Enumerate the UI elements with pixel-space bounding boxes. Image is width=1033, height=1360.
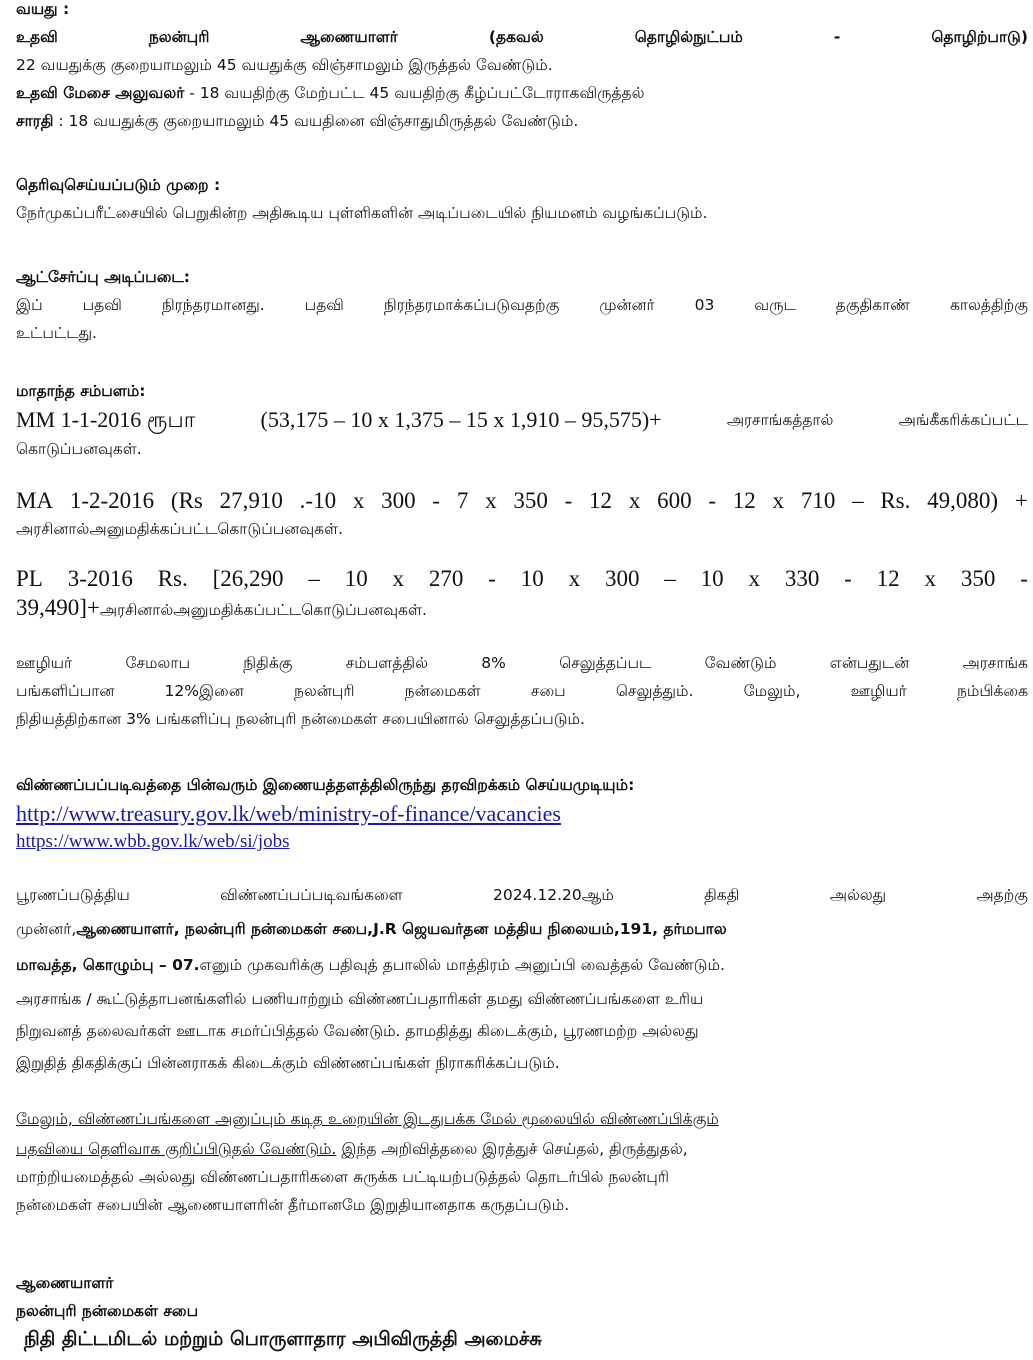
salary-ma-line-2: அரசினால்அனுமதிக்கப்பட்டகொடுப்பனவுகள்.: [16, 520, 343, 538]
word: அல்லது: [829, 886, 887, 904]
word: -: [833, 28, 841, 46]
registered-post-text: எனும் முகவரிக்கு பதிவுத் தபாலில் மாத்திரம் அனுப்பி வைத்தல் வேண்டும்.: [199, 956, 725, 974]
salary-pl-line-2: [16, 595, 1028, 623]
word: 03: [694, 296, 715, 314]
word: 600: [657, 488, 692, 513]
word: 300: [381, 488, 416, 513]
word: x: [568, 566, 581, 591]
word: வருட: [754, 296, 796, 314]
download-heading: விண்ணப்பப்படிவத்தை பின்வரும் இணையத்தளத்திலிருந்து தரவிறக்கம் செய்யமுடியும்:: [16, 776, 635, 794]
word: அரசாங்கத்தால்: [726, 411, 834, 429]
word: (தகவல்: [488, 28, 544, 46]
word: [26,290: [212, 566, 284, 591]
word: சபை: [530, 682, 566, 700]
assistant-commissioner-age: 22 வயதுக்கு குறையாமலும் 45 வயதுக்கு விஞ்சாமலும் இருத்தல் வேண்டும்.: [16, 56, 553, 74]
word: (53,175 – 10 x 1,375 – 15 x 1,910 – 95,575)+: [260, 407, 662, 432]
word: தொழில்நுட்பம்: [634, 28, 743, 46]
word: –: [852, 488, 864, 513]
word: அதற்கு: [976, 886, 1028, 904]
word: 12: [876, 566, 900, 591]
word: பூரணப்படுத்திய: [16, 886, 130, 904]
commissioner-address: ஆணையாளர், நலன்புரி நன்மைகள் சபை,J.R ஜெயவர்தன மத்திய நிலையம்,191, தர்மபால: [76, 920, 727, 938]
help-desk-label: உதவி மேசை அலுவலர்: [16, 84, 185, 102]
word: PL: [16, 566, 43, 591]
link-row-1: [16, 801, 1028, 829]
word: MA: [16, 488, 54, 513]
salary-heading: மாதாந்த சம்பளம்:: [16, 382, 146, 400]
word: Rs.: [157, 566, 188, 591]
word: பதவி: [82, 296, 122, 314]
notice-line-1: மேலும், விண்ணப்பங்களை அனுப்பும் கடித உறையின் இடதுபக்க மேல் மூலையில் விண்ணப்பிக்கும்: [16, 1110, 719, 1128]
before-text: முன்னர்,: [16, 920, 77, 938]
treasury-vacancies-link[interactable]: http://www.treasury.gov.lk/web/ministry-of-finance/vacancies: [16, 801, 561, 826]
submission-line-5: நிறுவனத் தலைவர்கள் ஊடாக சமர்ப்பித்தல் வேண்டும். தாமதித்து கிடைக்கும், பூரணமற்ற அல்லது: [16, 1022, 699, 1040]
pl-amount: 39,490]+: [16, 595, 100, 620]
submission-line-2: [16, 916, 1028, 942]
word: x: [628, 488, 641, 513]
word: ஊழியர்: [850, 682, 907, 700]
word: வேண்டும்: [704, 654, 777, 672]
word: நிதிக்கு: [243, 654, 293, 672]
epf-line-3: நிதியத்திற்கான 3% பங்களிப்பு நலன்புரி நன்மைகள் சபையினால் செலுத்தப்படும்.: [16, 710, 585, 728]
word: 10: [344, 566, 368, 591]
driver-label: சாரதி: [16, 112, 54, 130]
word: 10: [700, 566, 724, 591]
word: உதவி: [16, 28, 58, 46]
word: x: [924, 566, 937, 591]
word: 710: [800, 488, 836, 513]
word: .-10: [299, 488, 337, 513]
word: தகுதிகாண்: [835, 296, 911, 314]
salary-mm-line-2: கொடுப்பனவுகள்.: [16, 440, 142, 458]
word: 12: [589, 488, 613, 513]
word: 350: [513, 488, 548, 513]
word: திகதி: [704, 886, 740, 904]
word: MM 1-1-2016 ரூபா: [16, 407, 196, 432]
word: 1-2-2016: [69, 488, 155, 513]
word: 10: [520, 566, 544, 591]
word: +: [1014, 488, 1028, 513]
driver-age: [16, 108, 1028, 134]
word: நன்மைகள்: [404, 682, 481, 700]
salary-ma-line-1: [16, 488, 1028, 514]
help-desk-officer-age: [16, 80, 1028, 106]
pl-allowance-text: அரசினால்அனுமதிக்கப்பட்டகொடுப்பனவுகள்.: [99, 601, 427, 619]
word: -: [844, 566, 852, 591]
submission-line-1: [16, 882, 1028, 908]
word: x: [772, 488, 785, 513]
word: -: [432, 488, 441, 513]
word: அங்கீகரிக்கப்பட்ட: [898, 411, 1028, 429]
word: 12: [732, 488, 756, 513]
word: 300: [604, 566, 640, 591]
assistant-commissioner-title: [16, 24, 1028, 50]
word: Rs.: [880, 488, 911, 513]
word: 2024.12.20ஆம்: [492, 886, 614, 904]
word: –: [664, 566, 676, 591]
word: பதவி: [304, 296, 344, 314]
word: நலன்புரி: [293, 682, 355, 700]
word: 27,910: [219, 488, 283, 513]
link-row-2: [16, 829, 1028, 855]
word: செலுத்தும்.: [615, 682, 694, 700]
word: ஆணையாளர்: [300, 28, 398, 46]
signature-title: ஆணையாளர்: [16, 1274, 114, 1292]
signature-ministry: நிதி திட்டமிடல் மற்றும் பொருளாதார அபிவிருத்தி அமைச்சு: [24, 1328, 542, 1350]
notice-rest: இந்த அறிவித்தலை இரத்துச் செய்தல், திருத்துதல்,: [336, 1140, 688, 1158]
word: முன்னர்: [599, 296, 655, 314]
recruitment-line-2: உட்பட்டது.: [16, 324, 97, 342]
recruitment-heading: ஆட்சேர்ப்பு அடிப்படை:: [16, 268, 190, 286]
recruitment-line-1: [16, 292, 1028, 318]
word: 12%இனை: [164, 682, 244, 700]
word: (Rs: [170, 488, 203, 513]
salary-mm-line-1: [16, 407, 1028, 433]
epf-line-2: [16, 678, 1028, 704]
word: x: [352, 488, 365, 513]
word: சேமலாப: [125, 654, 191, 672]
wbb-jobs-link[interactable]: https://www.wbb.gov.lk/web/si/jobs: [16, 831, 290, 852]
word: 350: [960, 566, 996, 591]
word: -: [564, 488, 573, 513]
word: -: [488, 566, 496, 591]
word: பங்களிப்பான: [16, 682, 115, 700]
word: 3-2016: [67, 566, 133, 591]
word: 270: [428, 566, 464, 591]
word: தொழிற்பாடு): [931, 28, 1028, 46]
word: நம்பிக்கை: [956, 682, 1028, 700]
notice-underlined-part: பதவியை தெளிவாக குறிப்பிடுதல் வேண்டும்.: [16, 1140, 337, 1158]
help-desk-text: - 18 வயதிற்கு மேற்பட்ட 45 வயதிற்கு கீழ்ப்பட்டோராகவிருத்தல்: [184, 84, 645, 102]
word: இப்: [16, 296, 43, 314]
word: சம்பளத்தில்: [345, 654, 428, 672]
word: நிரந்தரமாக்கப்படுவதற்கு: [383, 296, 560, 314]
word: x: [485, 488, 497, 513]
word: செலுத்தப்பட: [559, 654, 652, 672]
submission-line-6: இறுதித் திகதிக்குப் பின்னராகக் கிடைக்கும் விண்ணப்பங்கள் நிராகரிக்கப்படும்.: [16, 1054, 560, 1072]
word: ஊழியர்: [16, 654, 73, 672]
word: -: [1020, 566, 1028, 591]
epf-line-1: [16, 650, 1028, 676]
notice-line-4: நன்மைகள் சபையின் ஆணையாளரின் தீர்மானமே இறுதியானதாக கருதப்படும்.: [16, 1196, 570, 1214]
word: அரசாங்க: [962, 654, 1028, 672]
driver-text: : 18 வயதுக்கு குறையாமலும் 45 வயதினை விஞ்சாதுமிருத்தல் வேண்டும்.: [53, 112, 579, 130]
word: காலத்திற்கு: [949, 296, 1028, 314]
age-heading: வயது :: [16, 0, 70, 18]
word: நலன்புரி: [148, 28, 210, 46]
selection-text: நேர்முகப்பரீட்சையில் பெறுகின்ற அதிகூடிய புள்ளிகளின் அடிப்படையில் நியமனம் வழங்கப்படும்.: [16, 204, 708, 222]
word: –: [308, 566, 320, 591]
submission-line-4: அரசாங்க / கூட்டுத்தாபனங்களில் பணியாற்றும் விண்ணப்பதாரிகள் தமது விண்ணப்பங்களை உரிய: [16, 990, 704, 1008]
word: 330: [784, 566, 820, 591]
word: என்பதுடன்: [829, 654, 910, 672]
submission-line-3: [16, 952, 1028, 978]
word: 8%: [481, 654, 506, 672]
word: 7: [456, 488, 469, 513]
word: -: [708, 488, 717, 513]
signature-org: நலன்புரி நன்மைகள் சபை: [16, 1302, 199, 1320]
salary-pl-line-1: [16, 566, 1028, 592]
word: 49,080): [927, 488, 999, 513]
selection-heading: தெரிவுசெய்யப்படும் முறை :: [16, 176, 221, 194]
word: x: [748, 566, 760, 591]
word: நிரந்தரமானது.: [161, 296, 265, 314]
notice-line-2: [16, 1136, 1028, 1162]
address-city: மாவத்த, கொழும்பு – 07.: [16, 956, 200, 974]
notice-line-3: மாற்றியமைத்தல் அல்லது விண்ணப்பதாரிகளை சுருக்க பட்டியற்படுத்தல் தொடர்பில் நலன்புரி: [16, 1168, 669, 1186]
word: x: [392, 566, 405, 591]
word: விண்ணப்பப்படிவங்களை: [220, 886, 403, 904]
word: மேலும்,: [743, 682, 801, 700]
